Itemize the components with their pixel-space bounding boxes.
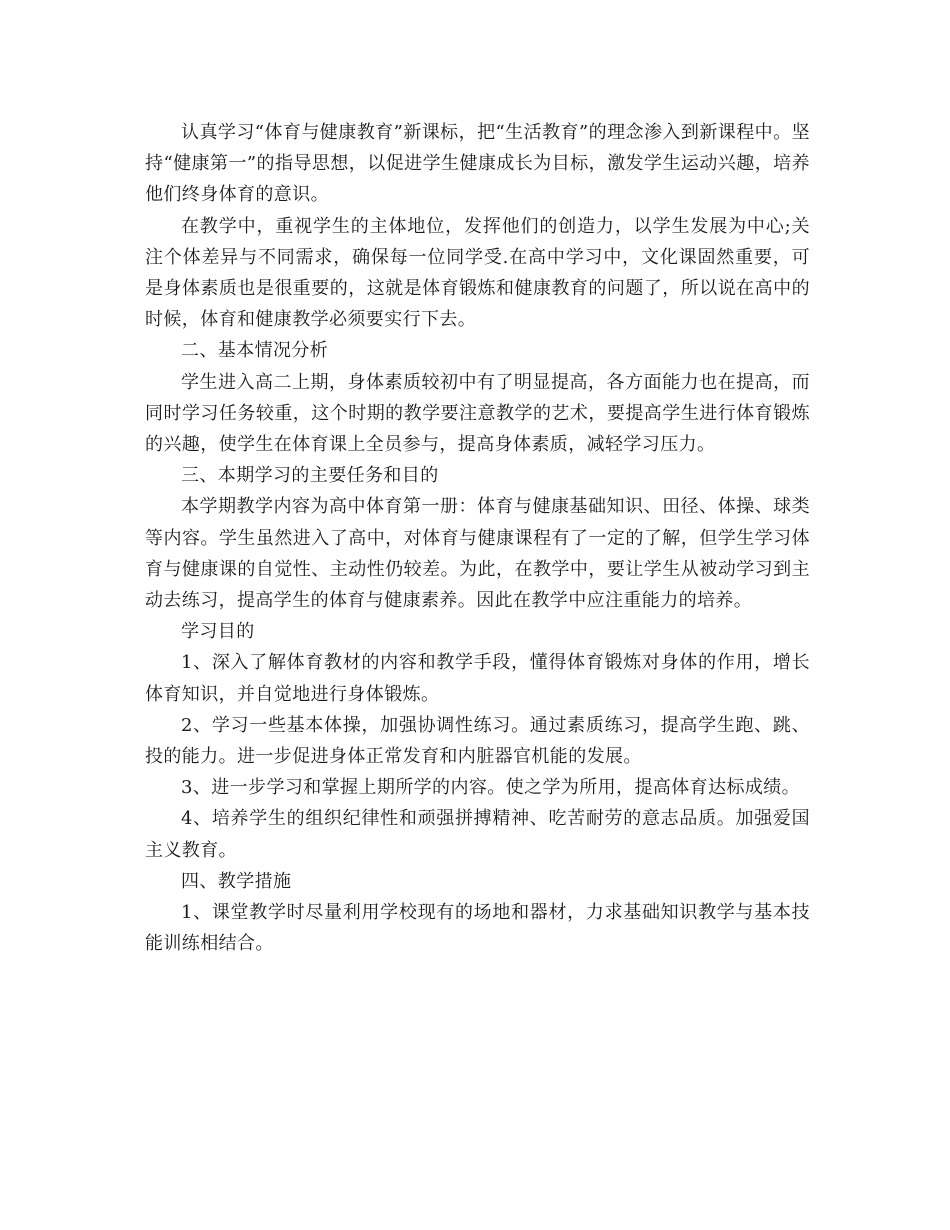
list-item-goal-2: 2、学习一些基本体操，加强协调性练习。通过素质练习，提高学生跑、跳、投的能力。进一步促进身体正常发育和内脏器官机能的发展。: [145, 714, 810, 768]
paragraph-basic-analysis: 学生进入高二上期，身体素质较初中有了明显提高，各方面能力也在提高，而同时学习任务较重，这个时期的教学要注意教学的艺术，要提高学生进行体育锻炼的兴趣，使学生在体育课上全员参与，提高身体素质，减轻学习压力。: [145, 371, 810, 456]
paragraph-main-tasks: 本学期教学内容为高中体育第一册：体育与健康基础知识、田径、体操、球类等内容。学生虽然进入了高中，对体育与健康课程有了一定的了解，但学生学习体育与健康课的自觉性、主动性仍较差。为此，在教学中，要让学生从被动学习到主动去练习，提高学生的体育与健康素养。因此在教学中应注重能力的培养。: [145, 496, 810, 612]
document-body: [145, 117, 810, 959]
heading-teaching-measures: 四、教学措施: [181, 870, 292, 892]
heading-learning-goals: 学习目的: [181, 621, 255, 643]
heading-basic-analysis: 二、基本情况分析: [181, 340, 329, 362]
list-item-goal-3: 3、进一步学习和掌握上期所学的内容。使之学为所用，提高体育达标成绩。: [181, 777, 801, 799]
list-item-goal-1: 1、深入了解体育教材的内容和教学手段，懂得体育锻炼对身体的作用，增长体育知识，并自觉地进行身体锻炼。: [145, 652, 810, 705]
paragraph-teaching: 在教学中，重视学生的主体地位，发挥他们的创造力，以学生发展为中心;关注个体差异与不同需求，确保每一位同学受.在高中学习中，文化课固然重要，可是身体素质也是很重要的，这就是体育锻炼和健康教育的问题了，所以说在高中的时候，体育和健康教学必须要实行下去。: [145, 215, 810, 331]
list-item-goal-4: 4、培养学生的组织纪律性和顽强拼搏精神、吃苦耐劳的意志品质。加强爱国主义教育。: [145, 808, 810, 861]
list-item-measure-1: 1、课堂教学时尽量利用学校现有的场地和器材，力求基础知识教学与基本技能训练相结合。: [145, 902, 810, 955]
heading-main-tasks: 三、本期学习的主要任务和目的: [181, 465, 439, 487]
paragraph-intro: 认真学习“体育与健康教育”新课标，把“生活教育”的理念渗入到新课程中。坚持“健康第一”的指导思想，以促进学生健康成长为目标，激发学生运动兴趣，培养他们终身体育的意识。: [145, 122, 810, 206]
